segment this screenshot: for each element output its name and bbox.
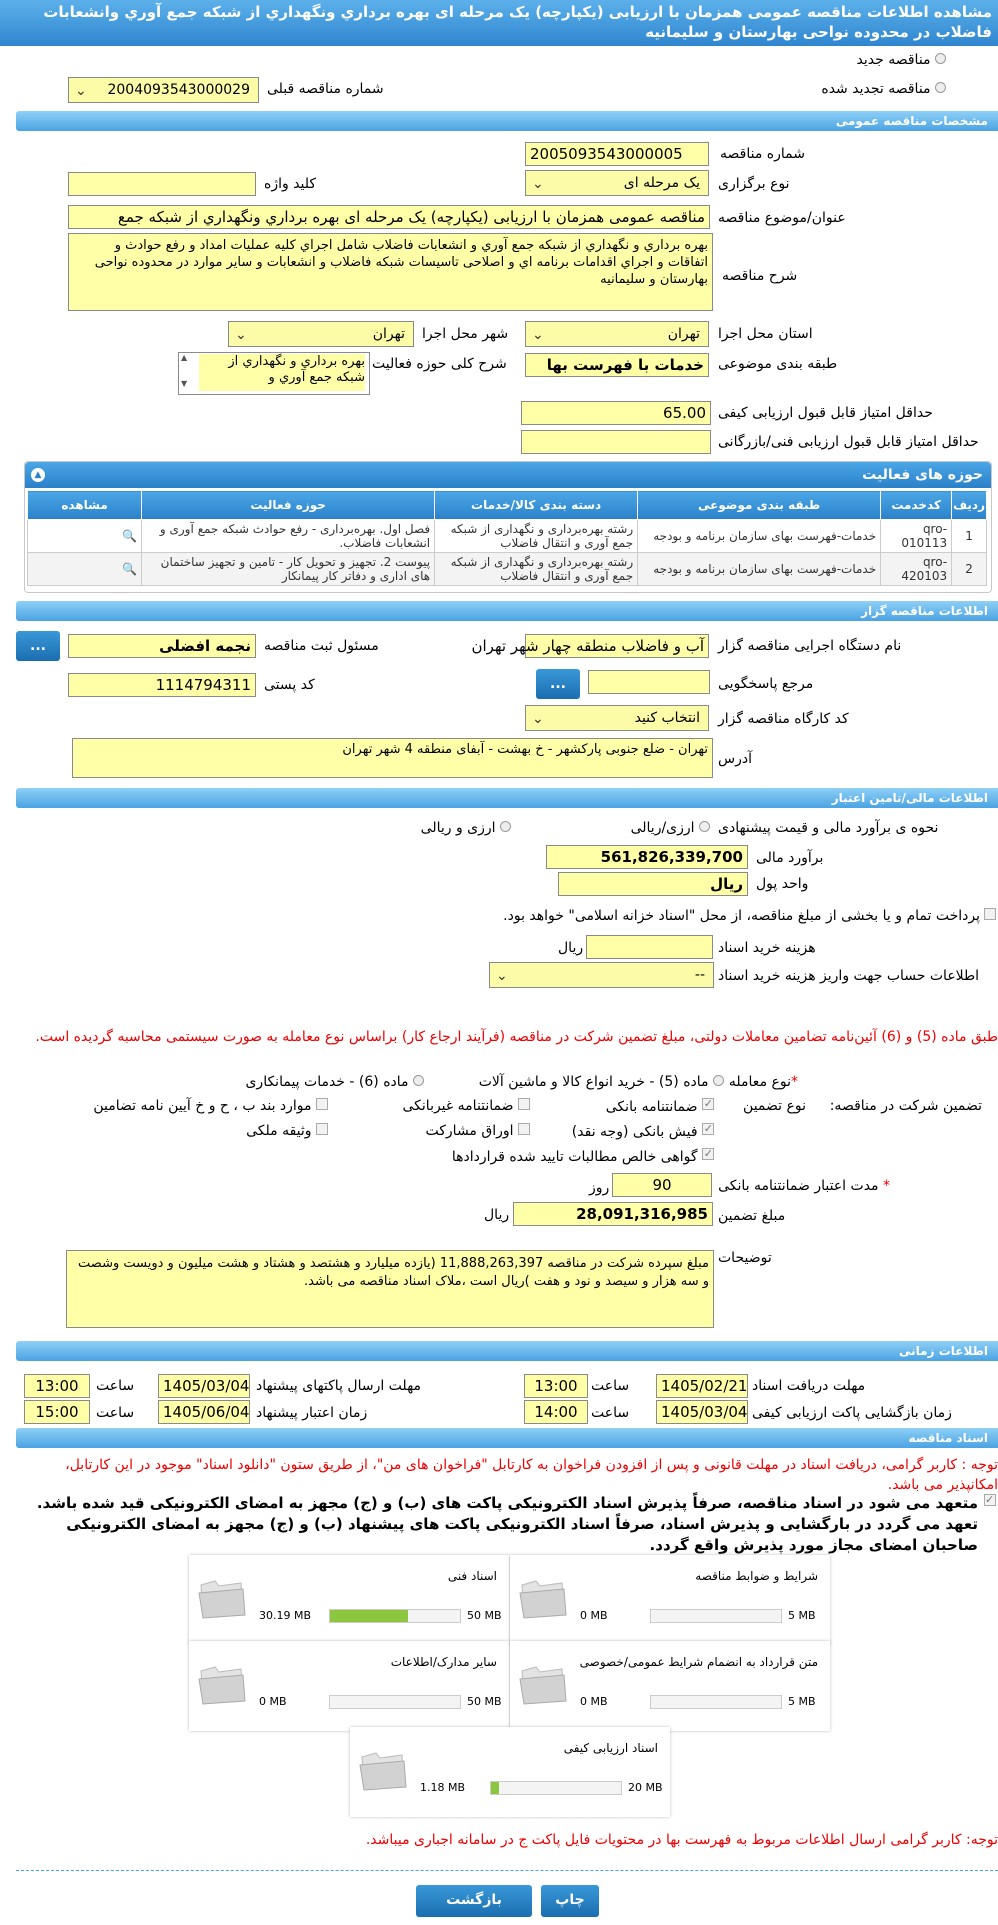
keyword-field[interactable] <box>68 172 256 196</box>
checkbox[interactable] <box>316 1098 328 1110</box>
view-cell[interactable] <box>28 553 142 586</box>
view-icon[interactable]: 🔍 <box>122 562 138 576</box>
number-label: شماره مناقصه <box>720 146 805 162</box>
guarantee-option[interactable]: ✓ فیش بانکی (وجه نقد) <box>572 1123 714 1140</box>
col-header: کدخدمت <box>881 491 952 520</box>
folder-icon <box>197 1663 247 1705</box>
file-usage-fill <box>491 1782 499 1794</box>
guarantee-option[interactable]: اوراق مشارکت <box>426 1123 531 1139</box>
radio-icon[interactable] <box>500 821 511 832</box>
folder-icon <box>197 1577 247 1619</box>
guarantee-option[interactable]: ✓ ضمانتنامه بانکی <box>606 1098 714 1115</box>
recv-label: مهلت دریافت اسناد <box>752 1378 866 1394</box>
open-time[interactable]: 14:00 <box>524 1400 588 1424</box>
checkbox[interactable] <box>518 1098 530 1110</box>
send-date[interactable]: 1405/03/04 <box>158 1374 250 1398</box>
address-field[interactable]: تهران - ضلع جنوبی پارکشهر - خ بهشت - آبفای منطقه 4 شهر تهران <box>72 738 713 778</box>
cell: 2 <box>952 553 987 586</box>
file-name: شرایط و ضوابط مناقصه <box>695 1569 818 1583</box>
method-option-1[interactable]: ارزی/ریالی <box>631 820 710 836</box>
file-usage-bar <box>329 1695 461 1709</box>
section-docs: اسناد مناقصه <box>16 1428 998 1448</box>
scroll-down-icon[interactable]: ▼ <box>181 379 188 388</box>
activity-header: حوزه های فعالیت <box>25 462 991 488</box>
checkbox[interactable] <box>518 1123 530 1135</box>
section-finance: اطلاعات مالی/تامین اعتبار <box>16 788 998 808</box>
file-used: 30.19 MB <box>259 1609 312 1622</box>
view-cell[interactable] <box>28 520 142 553</box>
guarantee-option[interactable]: ضمانتنامه غیربانکی <box>403 1098 531 1114</box>
folder-icon <box>518 1577 568 1619</box>
address-label: آدرس <box>718 751 752 767</box>
cell: qro-420103 <box>881 553 952 586</box>
file-max: 5 MB <box>788 1609 816 1622</box>
docfee-field[interactable] <box>586 935 713 959</box>
deal-type-label: *نوع معامله <box>728 1074 798 1090</box>
validity-field[interactable]: 90 <box>612 1173 712 1197</box>
cell: رشته بهره‌برداری و نگهداری از شبکه جمع آوری و انتقال فاضلاب <box>435 553 638 586</box>
account-label: اطلاعات حساب جهت واریز هزینه خرید اسناد <box>718 968 980 984</box>
cell: رشته بهره‌برداری و نگهداری از شبکه جمع آوری و انتقال فاضلاب <box>435 520 638 553</box>
description-label: شرح مناقصه <box>722 268 798 284</box>
guarantee-option[interactable]: ✓ گواهی خالص مطالبات تایید شده قراردادها <box>452 1148 714 1165</box>
prev-number-select[interactable]: ⌄ 2004093543000029 <box>68 77 259 103</box>
cell: فصل اول. بهره‌برداری - رفع حوادث شبکه جمع آوری و انشعابات فاضلاب. <box>142 520 435 553</box>
time-label: ساعت <box>591 1378 630 1394</box>
method-option-2[interactable]: ارزی و ریالی <box>421 820 511 836</box>
cell: خدمات-فهرست بهای سازمان برنامه و بودجه <box>638 553 881 586</box>
deal-option-5[interactable]: ماده (5) - خرید انواع کالا و ماشین آلات <box>479 1074 724 1090</box>
workshop-select[interactable]: ⌄ انتخاب کنید <box>525 705 709 731</box>
chevron-down-icon: ⌄ <box>496 968 508 984</box>
valid-time[interactable]: 15:00 <box>24 1400 90 1424</box>
cell: 1 <box>952 520 987 553</box>
number-field[interactable]: 2005093543000005 <box>525 142 709 166</box>
file-usage-bar <box>490 1781 622 1795</box>
postal-label: کد پستی <box>264 677 315 693</box>
open-label: زمان بازگشایی پاکت ارزیابی کیفی <box>752 1405 952 1421</box>
docfee-label: هزینه خرید اسناد <box>718 940 816 956</box>
send-time[interactable]: 13:00 <box>24 1374 90 1398</box>
col-header: دسته بندی کالا/خدمات <box>435 491 638 520</box>
postal-field[interactable]: 1114794311 <box>68 673 256 697</box>
city-label: شهر محل اجرا <box>422 326 509 342</box>
category-field[interactable]: خدمات با فهرست بها <box>525 353 709 377</box>
guarantee-type-label: نوع تضمین <box>743 1098 806 1114</box>
file-name: سایر مدارک/اطلاعات <box>390 1655 497 1669</box>
chevron-down-icon: ⌄ <box>75 83 87 99</box>
checkbox[interactable] <box>702 1148 714 1160</box>
estimate-field[interactable]: 561,826,339,700 <box>546 845 748 869</box>
file-name: متن قرارداد به انضمام شرایط عمومی/خصوصی <box>579 1655 818 1669</box>
org-field[interactable]: آب و فاضلاب منطقه چهار شهر تهران <box>525 634 709 658</box>
file-card[interactable] <box>189 1555 509 1645</box>
description-field[interactable]: بهره برداري و نگهداري از شبکه جمع آوري و انشعابات فاضلاب شامل اجراي کلیه عملیات امداد و رفع حوادث و اتفاقات و اجراي اقدامات برنامه اي و اصلاحی تاسیسات شبکه فاضلاب و انشعابات و سایر موارد در محدوده نواحی بهارستان و سلیمانیه <box>68 233 713 311</box>
section-organizer: اطلاعات مناقصه گزار <box>16 601 998 621</box>
mintech-field[interactable] <box>521 430 711 454</box>
scope-label: شرح کلی حوزه فعالیت <box>372 356 507 372</box>
amount-label: مبلغ تضمین <box>718 1208 786 1224</box>
docfee-unit: ریال <box>558 940 584 956</box>
responsible-lookup-button[interactable]: ... <box>16 631 60 661</box>
time-label: ساعت <box>96 1405 135 1421</box>
radio-icon[interactable] <box>713 1075 724 1086</box>
chevron-down-icon: ⌄ <box>532 711 544 727</box>
file-used: 0 MB <box>580 1609 608 1622</box>
guarantee-option[interactable]: وثیقه ملکی <box>246 1123 328 1139</box>
file-usage-bar <box>650 1609 782 1623</box>
time-label: ساعت <box>591 1405 630 1421</box>
new-tender-radio[interactable] <box>935 53 946 64</box>
commit-checkbox[interactable] <box>984 1494 996 1511</box>
subject-field[interactable]: مناقصه عمومی همزمان با ارزیابی (یکپارچه) یک مرحله ای بهره برداري ونگهداري از شبکه جمع <box>68 205 710 229</box>
valid-date[interactable]: 1405/06/04 <box>158 1400 250 1424</box>
workshop-label: کد کارگاه مناقصه گزار <box>718 711 849 727</box>
responsible-label: مسئول ثبت مناقصه <box>264 638 379 654</box>
file-card[interactable] <box>350 1727 670 1817</box>
time-label: ساعت <box>96 1378 135 1394</box>
cell: qro-010113 <box>881 520 952 553</box>
estimate-label: برآورد مالی <box>756 850 824 866</box>
notes-field[interactable]: مبلغ سپرده شرکت در مناقصه 11,888,263,397 (یازده میلیارد و هشتصد و هشتاد و هشت میلیون و دویست وشصت و سه هزار و سیصد و نود و هفت )ریال است ،ملاک اسناد مناقصه می باشد. <box>66 1250 714 1328</box>
amount-unit: ریال <box>484 1207 510 1223</box>
ref-lookup-button[interactable]: ... <box>536 669 580 699</box>
table-row <box>28 553 987 586</box>
file-card[interactable] <box>510 1555 830 1645</box>
file-name: اسناد ارزیابی کیفی <box>563 1741 658 1755</box>
file-name: اسناد فنی <box>447 1569 497 1583</box>
file-max: 50 MB <box>467 1695 502 1708</box>
treasury-checkbox[interactable] <box>984 908 996 924</box>
docs-note: توجه : کاربر گرامی، دریافت اسناد در مهلت قانونی و پس از افزودن فراخوان به کارتابل "فراخوان های من"، از طریق ستون "دانلود اسناد" موجود در این کارتابل، امکانپذیر می باشد. <box>65 1457 998 1493</box>
deal-option-6[interactable]: ماده (6) - خدمات پیمانکاری <box>245 1074 424 1090</box>
notes-label: توضیحات <box>718 1250 772 1266</box>
cell: خدمات-فهرست بهای سازمان برنامه و بودجه <box>638 520 881 553</box>
recv-date[interactable]: 1405/02/21 <box>656 1374 748 1398</box>
minscore-label: حداقل امتیاز قابل قبول ارزیابی کیفی <box>718 405 933 421</box>
province-select[interactable]: ⌄ تهران <box>525 321 709 347</box>
treasury-text: پرداخت تمام و یا بخشی از مبلغ مناقصه، از محل "اسناد خزانه اسلامی" خواهد بود. <box>503 908 980 924</box>
send-label: مهلت ارسال پاکتهای پیشنهاد <box>256 1378 422 1394</box>
guarantee-rule-text: طبق ماده (5) و (6) آئین‌نامه تضامین معاملات دولتی، مبلغ تضمین شرکت در مناقصه (فرآیند ارجاع کار) براساس نوع معامله به صورت سیستمی محاسبه گردیده است. <box>35 1029 998 1045</box>
renewed-tender-radio-label[interactable]: مناقصه تجدید شده <box>821 81 946 97</box>
open-date[interactable]: 1405/03/04 <box>656 1400 748 1424</box>
recv-time[interactable]: 13:00 <box>524 1374 588 1398</box>
guarantee-option[interactable]: موارد بند ب ، ح و خ آیین نامه تضامین <box>93 1098 328 1114</box>
file-max: 5 MB <box>788 1695 816 1708</box>
minscore-field[interactable]: 65.00 <box>521 401 711 425</box>
type-label: نوع برگزاری <box>718 176 790 192</box>
category-label: طبقه بندی موضوعی <box>718 356 838 372</box>
estimate-method-label: نحوه ی برآورد مالی و قیمت پیشنهادی <box>718 820 939 836</box>
keyword-label: کلید واژه <box>264 176 317 192</box>
mintech-label: حداقل امتیاز قابل قبول ارزیابی فنی/بازرگانی <box>718 434 979 450</box>
chevron-down-icon: ⌄ <box>532 327 544 343</box>
table-row <box>28 520 987 553</box>
folder-icon <box>518 1663 568 1705</box>
scroll-up-icon[interactable]: ▲ <box>181 353 188 362</box>
col-header: حوزه فعالیت <box>142 491 435 520</box>
checkbox[interactable] <box>316 1123 328 1135</box>
validity-unit: روز <box>589 1180 610 1196</box>
renewed-tender-radio[interactable] <box>935 82 946 93</box>
col-header: مشاهده <box>28 491 142 520</box>
section-timing: اطلاعات زمانی <box>16 1341 998 1361</box>
province-label: استان محل اجرا <box>718 326 813 342</box>
currency-label: واحد پول <box>756 876 809 892</box>
divider <box>16 1870 998 1871</box>
commit-text: متعهد می شود در اسناد مناقصه، صرفاً پذیرش اسناد الکترونیکی پاکت های (ب) و (ج) مجهز به امضای الکترونیکی قید شده باشد. تعهد می گردد در بارگشایی و پذیرش اسناد، صرفاً اسناد الکترونیکی پاکت های پیشنهاد (ب) و (ج) مجهز به امضای الکترونیکی صاحبان امضای مجاز مورد پذیرش واقع گردد. <box>36 1494 978 1554</box>
col-header: طبقه بندی موضوعی <box>638 491 881 520</box>
ref-field[interactable] <box>588 670 710 694</box>
docs-note-2: توجه: کاربر گرامی ارسال اطلاعات مربوط به فهرست بها در محتویات فایل پاکت ج در سامانه اجباری میباشد. <box>365 1832 998 1848</box>
back-button[interactable]: بازگشت <box>416 1885 532 1917</box>
file-max: 50 MB <box>467 1609 502 1622</box>
file-used: 1.18 MB <box>420 1781 466 1794</box>
cell: پیوست 2. تجهیز و تحویل کار - تامین و تجهیز ساختمان های اداری و دفاتر کار پیمانکار <box>142 553 435 586</box>
file-max: 20 MB <box>628 1781 663 1794</box>
radio-icon[interactable] <box>413 1075 424 1086</box>
file-usage-bar <box>329 1609 461 1623</box>
city-select[interactable]: ⌄ تهران <box>228 321 414 347</box>
account-select[interactable]: ⌄ -- <box>489 962 714 988</box>
section-general: مشخصات مناقصه عمومی <box>16 111 998 131</box>
page-title: مشاهده اطلاعات مناقصه عمومی همزمان با ارزیابی (یکپارچه) یک مرحله ای بهره برداري ونگهداري از شبکه جمع آوري وانشعابات فاضلاب در محدوده نواحی بهارستان و سلیمانیه <box>0 0 998 46</box>
checkbox[interactable] <box>702 1098 714 1110</box>
guarantee-title: تضمین شرکت در مناقصه: <box>829 1098 982 1114</box>
file-usage-fill <box>330 1610 408 1622</box>
chevron-down-icon: ⌄ <box>532 176 544 192</box>
activity-table <box>27 490 987 586</box>
file-used: 0 MB <box>259 1695 287 1708</box>
radio-icon[interactable] <box>699 821 710 832</box>
view-icon[interactable]: 🔍 <box>122 529 138 543</box>
org-label: نام دستگاه اجرایی مناقصه گزار <box>718 638 902 654</box>
type-select[interactable]: ⌄ یک مرحله ای <box>525 170 709 196</box>
prev-number-label: شماره مناقصه قبلی <box>267 81 384 97</box>
currency-field[interactable]: ریال <box>558 872 748 896</box>
ref-label: مرجع پاسخگویی <box>718 676 814 692</box>
responsible-field[interactable]: نجمه افضلی <box>68 634 256 658</box>
subject-label: عنوان/موضوع مناقصه <box>718 210 846 226</box>
file-card[interactable] <box>189 1641 509 1731</box>
col-header: ردیف <box>952 491 987 520</box>
valid-label: زمان اعتبار پیشنهاد <box>256 1405 368 1421</box>
folder-icon <box>358 1749 408 1791</box>
file-card[interactable] <box>510 1641 830 1731</box>
amount-field[interactable]: 28,091,316,985 <box>513 1202 713 1226</box>
print-button[interactable]: چاپ <box>541 1885 599 1917</box>
collapse-icon[interactable]: ▲ <box>31 468 45 482</box>
chevron-down-icon: ⌄ <box>235 327 247 343</box>
file-usage-bar <box>650 1695 782 1709</box>
file-used: 0 MB <box>580 1695 608 1708</box>
scope-text: بهره برداري و نگهداري از شبکه جمع آوري و <box>199 354 365 391</box>
scope-listbox[interactable] <box>178 352 370 395</box>
new-tender-radio-label[interactable]: مناقصه جدید <box>857 52 946 68</box>
activity-panel <box>24 461 992 593</box>
validity-label: * مدت اعتبار ضمانتنامه بانکی <box>718 1178 890 1194</box>
checkbox[interactable] <box>702 1123 714 1135</box>
